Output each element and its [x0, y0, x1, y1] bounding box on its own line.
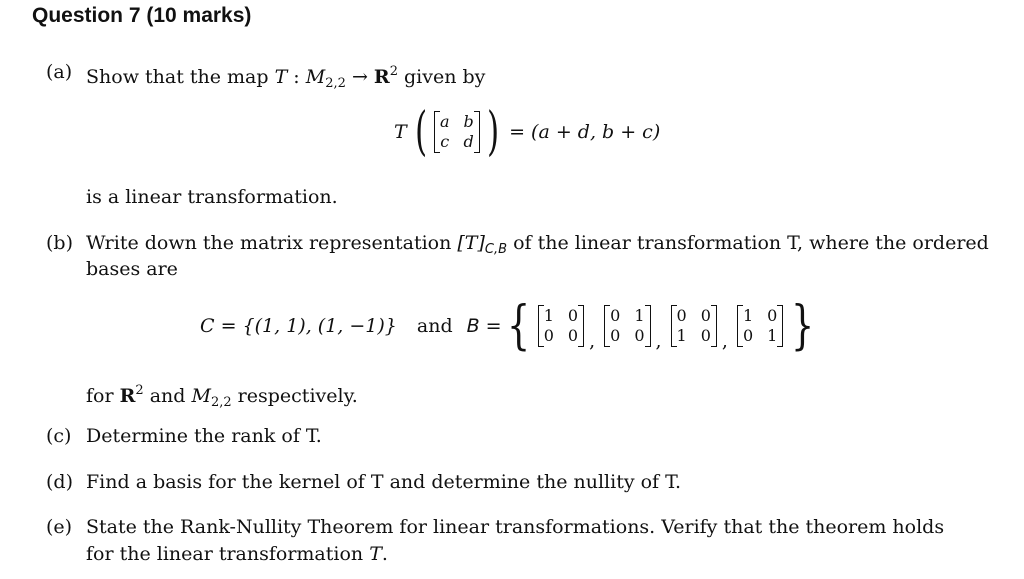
part-e-line1: State the Rank-Nullity Theorem for linear transformations. Verify that the theorem holds: [86, 516, 945, 538]
left-paren: (: [414, 102, 427, 162]
part-b-bases: C = {(1, 1), (1, −1)} and B = { 1 0 0 0 , 0 1 0 0 , 0 0 1 0 , 1 0 0 1 }: [200, 296, 815, 356]
part-b-line1: Write down the matrix representation $[T]_{C,B}$ of the linear transformation T, where the ordered: [86, 232, 989, 257]
part-b-line2: bases are: [86, 258, 178, 280]
part-b-footer: for $R^2$ and $M_{2,2}$ respectively.: [86, 383, 358, 410]
equation-rhs: = (a + d, b + c): [509, 121, 661, 143]
matrix-abcd: a b c d: [434, 111, 480, 153]
part-a-conclusion: is a linear transformation.: [86, 186, 338, 208]
basis-B-matrix-1: 1 0 0 0: [538, 305, 584, 347]
basis-C: C = {(1, 1), (1, −1)}: [200, 315, 397, 337]
part-e-label: (e): [46, 516, 73, 538]
part-c-label: (c): [46, 425, 72, 447]
question-heading: Question 7 (10 marks): [32, 4, 252, 27]
part-d-label: (d): [46, 471, 73, 493]
part-a-label: (a): [46, 61, 73, 83]
basis-B-matrix-2: 0 1 0 0: [604, 305, 650, 347]
part-d-text: Find a basis for the kernel of T and determine the nullity of T.: [86, 471, 682, 493]
part-e-line2: for the linear transformation T.: [86, 543, 388, 565]
and-text: and: [416, 315, 453, 337]
right-brace: }: [791, 296, 815, 356]
left-brace: {: [506, 296, 530, 356]
part-a-equation: T ( a b c d ) = (a + d, b + c): [394, 102, 661, 162]
right-paren: ): [486, 102, 500, 162]
basis-B-matrix-4: 1 0 0 1: [737, 305, 783, 347]
part-c-text: Determine the rank of T.: [86, 425, 322, 447]
basis-B-label: B =: [466, 315, 502, 337]
part-b-label: (b): [46, 232, 73, 254]
part-a-intro: Show that the map T : $M_{2,2} \to R^2$ given by: [86, 64, 486, 91]
basis-B-matrix-3: 0 0 1 0: [671, 305, 717, 347]
